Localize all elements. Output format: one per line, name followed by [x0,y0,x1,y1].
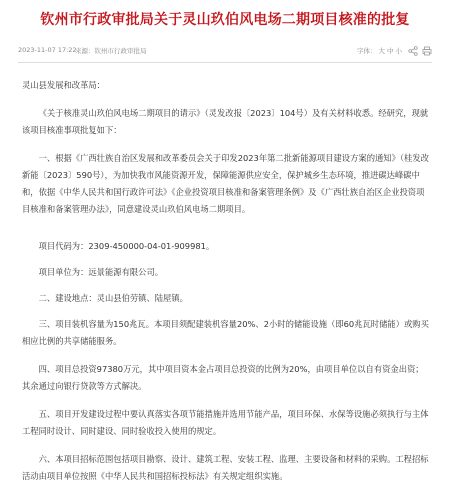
print-icon[interactable] [422,46,432,56]
article-title: 钦州市行政审批局关于灵山玖伯风电场二期项目核准的批复 [40,12,410,28]
publish-date: 2023-11-07 17:22 [18,46,77,54]
paragraph-project-code: 项目代码为：2309-450000-04-01-909981。 [38,241,215,251]
paragraph-construction-site: 二、建设地点：灵山县伯劳镇、陆屋镇。 [38,293,188,303]
paragraph-request: 《关于核准灵山玖伯风电场二期项目的请示》（灵发改报〔2023〕104号）及有关材料收悉。经研究，现就该项目核准事项批复如下： [22,108,429,135]
font-size-control [357,46,402,55]
font-size-medium-button[interactable]: 中 [387,47,394,55]
paragraph-energy-saving: 五、项目开发建设过程中要认真落实各项节能措施并选用节能产品，项目环保、水保等设施必须执行与主体工程同时设计、同时建设、同时验收投入使用的规定。 [22,409,429,436]
paragraph-approval-basis: 一、根据《广西壮族自治区发展和改革委员会关于印发2023年第二批新能源项目建设方案的通知》（桂发改新能〔2023〕590号），为加快我市风能资源开发，保障能源供应安全，保护城乡生态环境，推进碳达峰碳中和，依据《中华人民共和国行政许可法》《企业投资项目核准和备案管理条例》及《广西壮族自治区企业投资项目核准和备案管理办法》，同意建设灵山玖伯风电场二期项目。 [22,153,429,214]
share-icon[interactable] [408,46,418,56]
paragraph-bidding: 六、本项目招标范围包括项目勘察、设计、建筑工程、安装工程、监理、主要设备和材料的采购。工程招标活动由项目单位按照《中华人民共和国招标投标法》有关规定组织实施。 [22,454,429,481]
font-size-small-button[interactable]: 小 [395,47,402,55]
paragraph-investment: 四、项目总投资97380万元，其中项目资本金占项目总投资的比例为20%，由项目单位以自有资金出资；其余通过向银行贷款等方式解决。 [22,364,424,391]
paragraph-capacity: 三、项目装机容量为150兆瓦。本项目须配建装机容量20%、2小时的储能设施（即60兆瓦时储能）或购买相应比例的共享储能服务。 [22,319,429,346]
article-source: 来源：钦州市行政审批局 [75,47,147,55]
font-size-large-button[interactable]: 大 [378,47,385,55]
addressee: 灵山县发展和改革局： [22,80,105,90]
meta-divider [18,62,432,63]
paragraph-project-unit: 项目单位为：远景能源有限公司。 [38,267,164,277]
font-size-label: 字体： [357,47,377,55]
article-meta [18,44,432,58]
